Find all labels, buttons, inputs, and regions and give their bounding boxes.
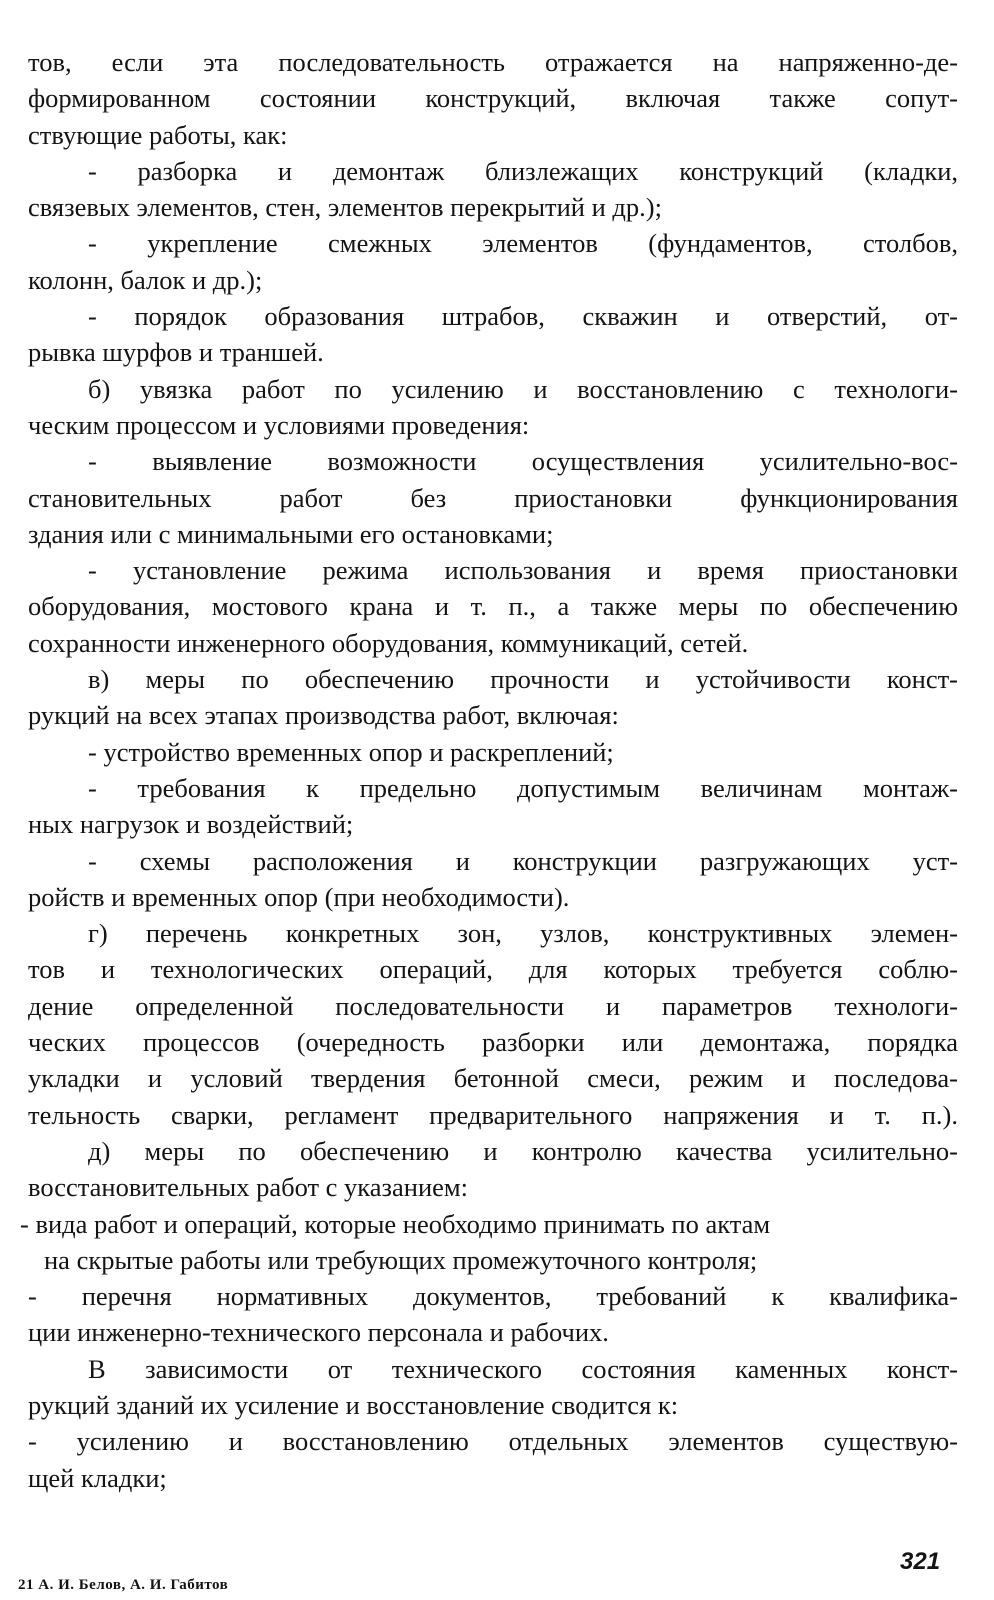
text-line: становительных работ без приостановки функционирования xyxy=(28,482,958,513)
text-line: - выявление возможности осуществления усилительно-вос- xyxy=(88,446,958,477)
text-line: колонн, балок и др.); xyxy=(28,264,263,295)
text-line: здания или с минимальными его остановками; xyxy=(28,518,554,549)
text-line: рывка шурфов и траншей. xyxy=(28,337,324,368)
text-line: - усилению и восстановлению отдельных элементов существую- xyxy=(28,1426,958,1457)
text-line: восстановительных работ с указанием: xyxy=(28,1172,469,1203)
text-line: б) увязка работ по усилению и восстановлению с технологи- xyxy=(88,373,958,404)
text-line: - укрепление смежных элементов (фундаментов, столбов, xyxy=(88,228,958,259)
text-line: сохранности инженерного оборудования, коммуникаций, сетей. xyxy=(28,627,749,658)
text-line: - требования к предельно допустимым величинам монтаж- xyxy=(88,772,958,803)
text-line: тельность сварки, регламент предварительного напряжения и т. п.). xyxy=(28,1099,958,1130)
text-line: рукций зданий их усиление и восстановление сводится к: xyxy=(28,1389,679,1420)
text-line: на скрытые работы или требующих промежуточного контроля; xyxy=(44,1244,758,1275)
text-line: д) меры по обеспечению и контролю качества усилительно- xyxy=(88,1135,958,1166)
text-line: - устройство временных опор и раскреплений; xyxy=(88,736,614,767)
text-line: ческим процессом и условиями проведения: xyxy=(28,409,530,440)
footer-author-note: 21 А. И. Белов, А. И. Габитов xyxy=(18,1577,229,1593)
text-line: тов, если эта последовательность отражается на напряженно-де- xyxy=(28,47,958,77)
text-line: - установление режима использования и время приостановки xyxy=(88,555,958,586)
text-line: - перечня нормативных документов, требований к квалифика- xyxy=(28,1281,958,1312)
text-line: формированном состоянии конструкций, включая также сопут- xyxy=(28,83,958,114)
text-line: г) перечень конкретных зон, узлов, конструктивных элемен- xyxy=(88,918,958,949)
text-line: тов и технологических операций, для которых требуется соблю- xyxy=(28,954,958,985)
text-line: оборудования, мостового крана и т. п., а также меры по обеспечению xyxy=(28,591,958,622)
text-line: - разборка и демонтаж близлежащих конструкций (кладки, xyxy=(88,155,958,186)
text-line: В зависимости от технического состояния каменных конст- xyxy=(88,1353,958,1384)
text-line: рукций на всех этапах производства работ, включая: xyxy=(28,700,619,731)
text-line: - порядок образования штрабов, скважин и отверстий, от- xyxy=(88,301,958,332)
text-line: дение определенной последовательности и параметров технологи- xyxy=(28,990,958,1021)
text-line: ствующие работы, как: xyxy=(28,119,288,150)
text-line: - вида работ и операций, которые необходимо принимать по актам xyxy=(20,1208,771,1239)
text-line: щей кладки; xyxy=(28,1462,167,1493)
text-line: ройств и временных опор (при необходимости). xyxy=(28,881,570,912)
page-number: 321 xyxy=(900,1548,941,1575)
text-line: связевых элементов, стен, элементов перекрытий и др.); xyxy=(28,192,662,223)
text-line: ческих процессов (очередность разборки или демонтажа, порядка xyxy=(28,1027,958,1058)
text-line: ции инженерно-технического персонала и рабочих. xyxy=(28,1317,609,1348)
text-line: ных нагрузок и воздействий; xyxy=(28,809,354,840)
text-line: - схемы расположения и конструкции разгружающих уст- xyxy=(88,845,958,876)
document-body xyxy=(20,44,958,1496)
text-line: укладки и условий твердения бетонной смеси, режим и последова- xyxy=(28,1063,958,1094)
text-line: в) меры по обеспечению прочности и устойчивости конст- xyxy=(88,664,958,695)
